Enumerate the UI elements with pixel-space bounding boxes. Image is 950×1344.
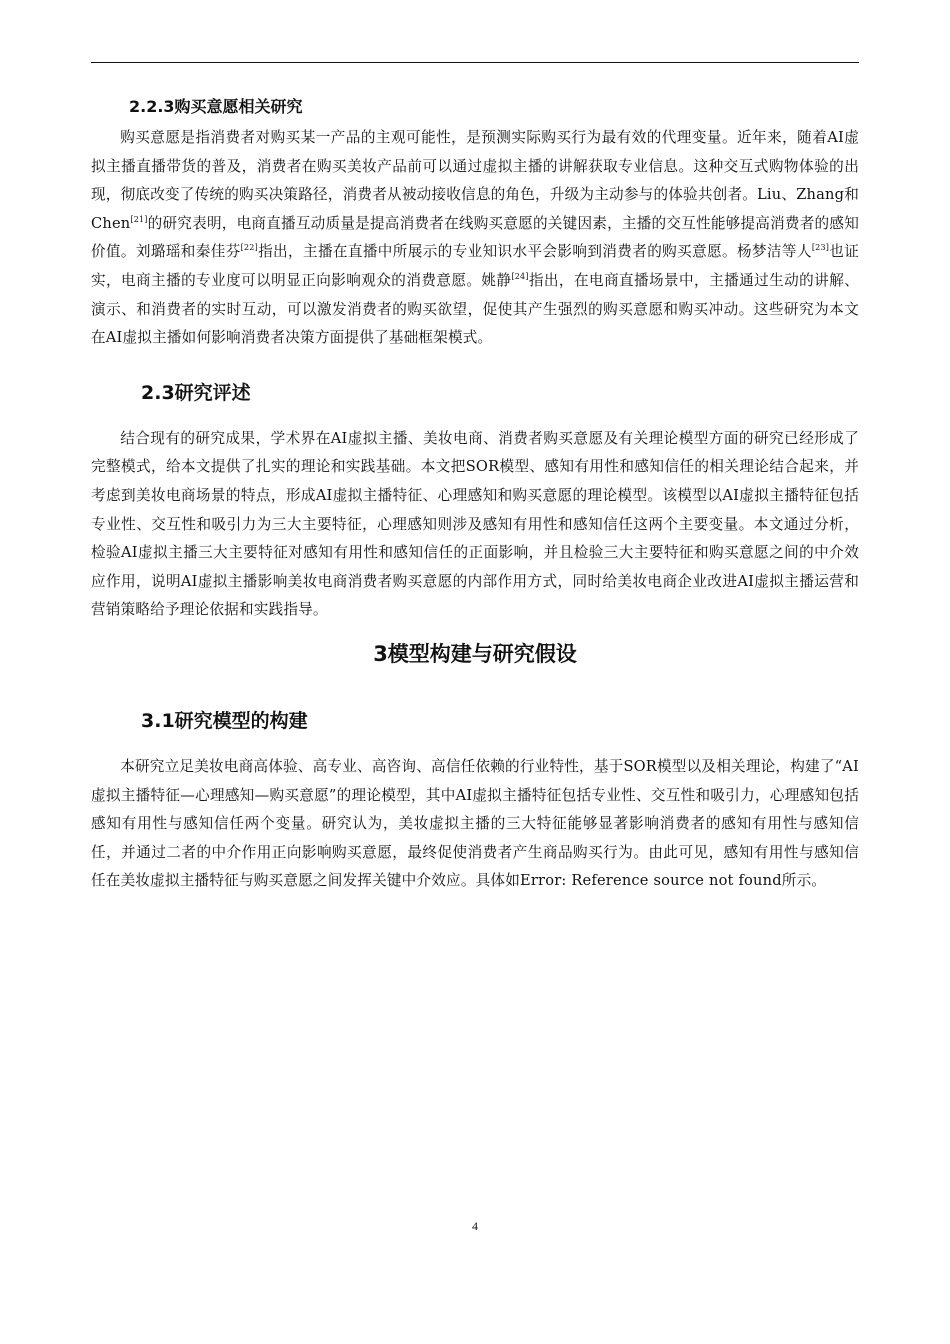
page-number: 4 [472,1219,478,1233]
text-run: 指出，主播在直播中所展示的专业知识水平会影响到消费者的购买意愿。杨梦洁等人 [257,243,812,261]
page-body [91,86,859,896]
citation-21[interactable]: [21] [130,214,148,224]
section-heading-3-1: 3.1研究模型的构建 [141,709,308,732]
text-run: 购买意愿是指消费者对购买某一产品的主观可能性，是预测实际购买行为最有效的代理变量。近年来，随着AI虚拟主播直播带货的普及，消费者在购买美妆产品前可以通过虚拟主播的讲解获取专业信息。这种交互式购物体验的出现，彻底改变了传统的购买决策路径，消费者从被动接收信息的角色，升级为主动参与的体验共创者。Liu、Zhang和Chen [91,129,859,232]
text-run: 指出，在电商直播场景中，主播通过生动的讲解、演示、和消费者的实时互动，可以激发消费者的购买欲望，促使其产生强烈的购买意愿和购买冲动。这些研究为本文在AI虚拟主播如何影响消费者决策方面提供了基础框架模式。 [91,271,860,347]
text-run: 也证实，电商主播的专业度可以明显正向影响观众的消费意愿。姚静 [91,243,859,289]
paragraph-research-review: 结合现有的研究成果，学术界在AI虚拟主播、美妆电商、消费者购买意愿及有关理论模型方面的研究已经形成了完整模式，给本文提供了扎实的理论和实践基础。本文把SOR模型、感知有用性和感知信任的相关理论结合起来，并考虑到美妆电商场景的特点，形成AI虚拟主播特征、心理感知和购买意愿的理论模型。该模型以AI虚拟主播特征包括专业性、交互性和吸引力为三大主要特征，心理感知则涉及感知有用性和感知信任这两个主要变量。本文通过分析，检验AI虚拟主播三大主要特征对感知有用性和感知信任的正面影响，并且检验三大主要特征和购买意愿之间的中介效应作用，说明AI虚拟主播影响美妆电商消费者购买意愿的内部作用方式，同时给美妆电商企业改进AI虚拟主播运营和营销策略给予理论依据和实践指导。 [91,429,859,619]
citation-22[interactable]: [22] [240,243,258,253]
citation-24[interactable]: [24] [511,271,529,281]
paragraph-model-construction: 本研究立足美妆电商高体验、高专业、高咨询、高信任依赖的行业特性，基于SOR模型以及相关理论，构建了“AI虚拟主播特征—心理感知—购买意愿”的理论模型，其中AI虚拟主播特征包括专业性、交互性和吸引力，心理感知包括感知有用性与感知信任两个变量。研究认为，美妆虚拟主播的三大特征能够显著影响消费者的感知有用性与感知信任，并通过二者的中介作用正向影响购买意愿，最终促使消费者产生商品购买行为。由此可见，感知有用性与感知信任在美妆虚拟主播特征与购买意愿之间发挥关键中介效应。具体如Error: Reference source not found所示。 [91,757,859,890]
header-rule [91,62,859,63]
paragraph-purchase-intention [91,124,859,353]
section-heading-2-3: 2.3研究评述 [141,381,251,404]
citation-23[interactable]: [23] [811,243,830,253]
chapter-heading-3: 3模型构建与研究假设 [373,641,577,666]
section-heading-2-2-3: 2.2.3购买意愿相关研究 [129,97,303,116]
text-run: 的研究表明，电商直播互动质量是提高消费者在线购买意愿的关键因素，主播的交互性能够提高消费者的感知价值。刘璐瑶和秦佳芬 [91,214,859,261]
